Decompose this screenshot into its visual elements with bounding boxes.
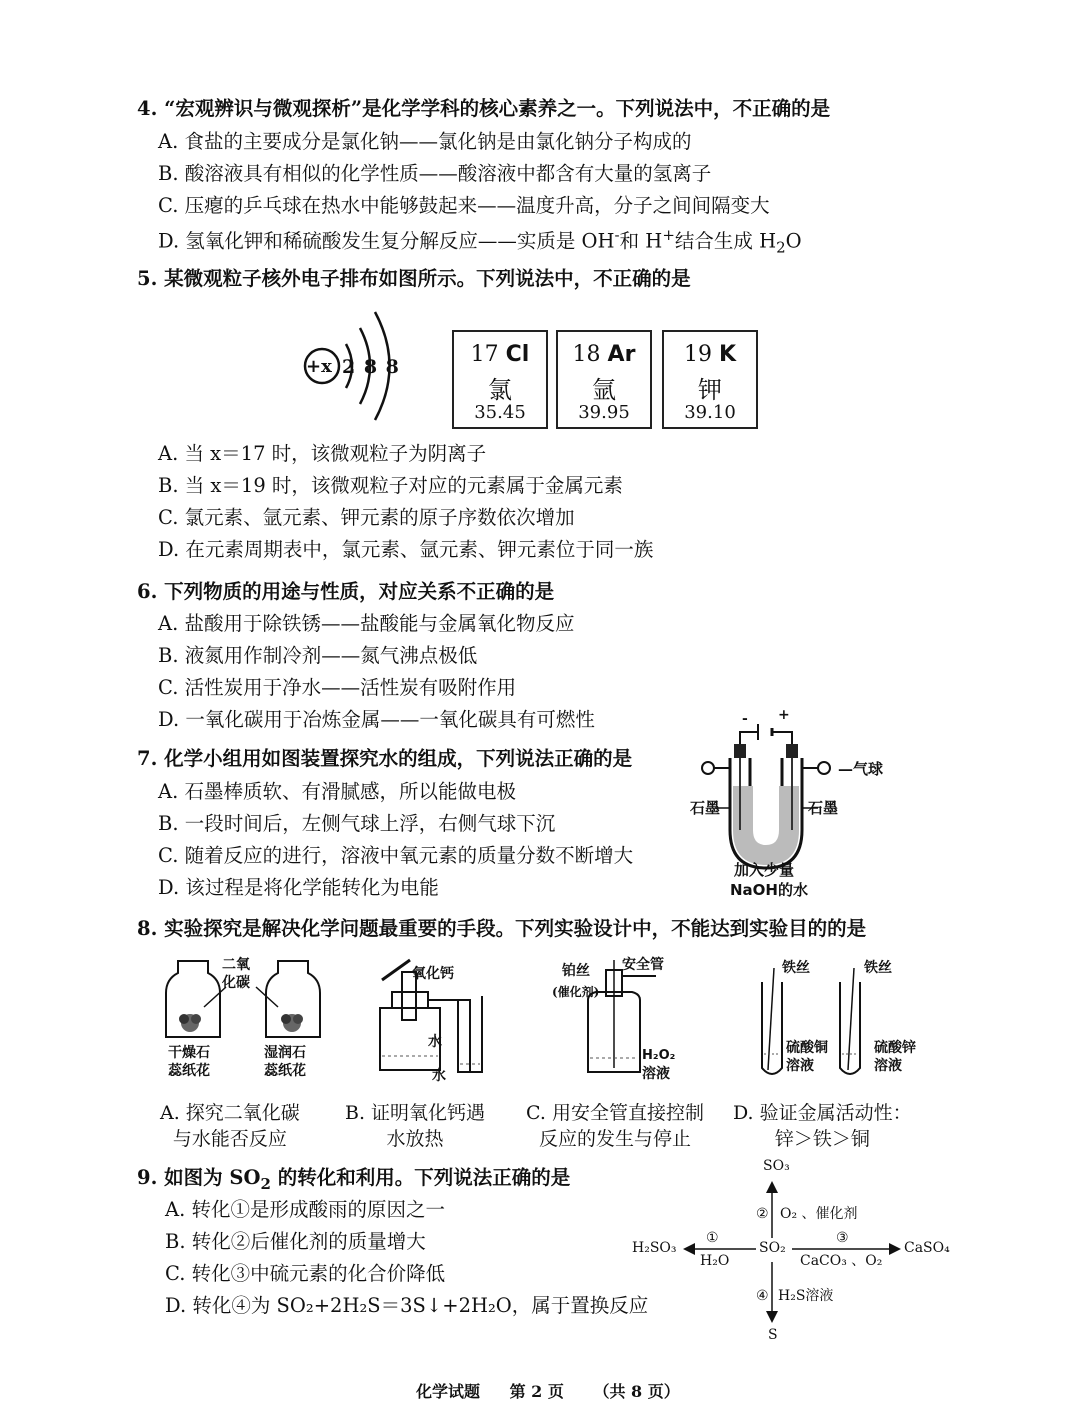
fig8b-water-2: 水	[432, 1068, 446, 1084]
solution-caption-1: 加入少量	[734, 861, 795, 879]
element-card-k: 19 K 钾 39.10	[662, 330, 758, 429]
element-card-ar: 18 Ar 氩 39.95	[556, 330, 652, 429]
q9-stem: 9. 如图为 $SO_2$ 的转化和利用。下列说法正确的是	[137, 1166, 571, 1193]
q8-caption-d: D. 验证金属活动性： 锌＞铁＞铜	[733, 1102, 912, 1150]
fig8d-sol-left-1: 硫酸铜	[786, 1040, 828, 1056]
fig8b-solid: 氧化钙	[412, 966, 454, 982]
q8-stem: 8. 实验探究是解决化学问题最重要的手段。下列实验设计中，不能达到实验目的的是	[137, 917, 867, 940]
q6-option-c: C. 活性炭用于净水——活性炭有吸附作用	[158, 676, 517, 699]
step1-marker: ①	[706, 1230, 719, 1246]
fig8a-right-1: 湿润石	[264, 1045, 306, 1061]
fig8b-water-1: 水	[428, 1034, 442, 1050]
fig8c-tube: 安全管	[622, 957, 664, 973]
node-caso4: CaSO₄	[904, 1240, 950, 1256]
solution-caption-2: NaOH的水	[730, 881, 808, 899]
q4-option-a: A. 食盐的主要成分是氯化钠——氯化钠是由氯化钠分子构成的	[158, 130, 692, 153]
left-electrode-label: 石墨	[690, 799, 721, 817]
fig8c-wire-2: (催化剂)	[552, 985, 600, 999]
fig8d-wire-right: 铁丝	[864, 960, 892, 976]
footer-subject: 化学试题	[416, 1382, 481, 1401]
fig8d-sol-right-2: 溶液	[874, 1058, 902, 1074]
shell-electrons: 2 8 8	[342, 356, 400, 378]
step2-marker: ②	[756, 1206, 769, 1222]
q6-option-d: D. 一氧化碳用于冶炼金属——一氧化碳具有可燃性	[158, 708, 595, 731]
fig8d-test-tubes	[750, 960, 890, 1085]
fig8a-gas-2: 化碳	[222, 975, 250, 991]
q7-option-a: A. 石墨棒质软、有滑腻感，所以能做电极	[158, 780, 516, 803]
positive-terminal: +	[778, 707, 790, 723]
nucleus-charge: +x	[306, 356, 332, 377]
q8-caption-b: B. 证明氧化钙遇 水放热	[345, 1102, 486, 1150]
q9-option-b: B. 转化②后催化剂的质量增大	[165, 1230, 426, 1253]
q9-option-a: A. 转化①是形成酸雨的原因之一	[165, 1198, 445, 1221]
step3-marker: ③	[836, 1230, 849, 1246]
step3-reagent: CaCO₃ 、O₂	[800, 1253, 883, 1269]
element-card-cl: 17 Cl 氯 35.45	[452, 330, 548, 429]
fig8c-solution-2: 溶液	[642, 1066, 670, 1082]
page-footer	[416, 1379, 704, 1402]
fig8a-left-1: 干燥石	[168, 1045, 210, 1061]
q7-stem: 7. 化学小组用如图装置探究水的组成，下列说法正确的是	[137, 747, 633, 770]
node-s: S	[768, 1327, 778, 1343]
q6-option-b: B. 液氮用作制冷剂——氮气沸点极低	[158, 644, 478, 667]
electrolysis-apparatus	[700, 710, 900, 880]
q9-option-c: C. 转化③中硫元素的化合价降低	[165, 1262, 446, 1285]
node-h2so3: H₂SO₃	[632, 1240, 677, 1256]
fig8a-right-2: 蕊纸花	[264, 1063, 306, 1079]
step1-reagent: H₂O	[700, 1253, 730, 1269]
q5-option-c: C. 氯元素、氩元素、钾元素的原子序数依次增加	[158, 506, 575, 529]
fig8a-left-2: 蕊纸花	[168, 1063, 210, 1079]
q9-option-d: D. 转化④为 SO₂+2H₂S＝3S↓+2H₂O，属于置换反应	[165, 1294, 649, 1317]
negative-terminal: -	[742, 711, 748, 727]
fig8d-wire-left: 铁丝	[782, 960, 810, 976]
footer-total: （共 8 页）	[593, 1382, 680, 1401]
node-so2: SO₂	[759, 1240, 786, 1256]
footer-page: 第 2 页	[509, 1382, 564, 1401]
right-electrode-label: 石墨	[808, 799, 839, 817]
q5-stem: 5. 某微观粒子核外电子排布如图所示。下列说法中，不正确的是	[137, 267, 691, 290]
q7-option-b: B. 一段时间后，左侧气球上浮，右侧气球下沉	[158, 812, 556, 835]
node-so3: SO₃	[763, 1158, 790, 1174]
q8-caption-c: C. 用安全管直接控制 反应的发生与停止	[526, 1102, 704, 1150]
q8-caption-a: A. 探究二氧化碳 与水能否反应	[160, 1102, 300, 1150]
fig8d-sol-right-1: 硫酸锌	[874, 1040, 916, 1056]
q7-option-d: D. 该过程是将化学能转化为电能	[158, 876, 439, 899]
q5-option-b: B. 当 x＝19 时，该微观粒子对应的元素属于金属元素	[158, 474, 623, 497]
q5-option-a: A. 当 x＝17 时，该微观粒子为阴离子	[158, 442, 487, 465]
q4-option-b: B. 酸溶液具有相似的化学性质——酸溶液中都含有大量的氢离子	[158, 162, 712, 185]
fig8d-sol-left-2: 溶液	[786, 1058, 814, 1074]
step4-reagent: H₂S溶液	[778, 1288, 834, 1304]
q7-option-c: C. 随着反应的进行，溶液中氧元素的质量分数不断增大	[158, 844, 634, 867]
q4-option-c: C. 压瘪的乒乓球在热水中能够鼓起来——温度升高，分子之间间隔变大	[158, 194, 770, 217]
q5-option-d: D. 在元素周期表中，氯元素、氩元素、钾元素位于同一族	[158, 538, 654, 561]
fig8c-wire-1: 铂丝	[562, 963, 590, 979]
fig8c-solution-1: H₂O₂	[642, 1048, 676, 1063]
step4-marker: ④	[756, 1288, 769, 1304]
q4-stem: 4. “宏观辨识与微观探析”是化学学科的核心素养之一。下列说法中，不正确的是	[137, 97, 831, 120]
fig8a-gas-1: 二氧	[222, 957, 250, 973]
q6-stem: 6. 下列物质的用途与性质，对应关系不正确的是	[137, 580, 555, 603]
step2-reagent: O₂ 、催化剂	[780, 1206, 858, 1222]
balloon-label: —气球	[838, 760, 884, 778]
q6-option-a: A. 盐酸用于除铁锈——盐酸能与金属氧化物反应	[158, 612, 575, 635]
q4-option-d: D. 氢氧化钾和稀硫酸发生复分解反应——实质是 OH-和 H+结合生成 $H_2O$	[158, 226, 802, 257]
